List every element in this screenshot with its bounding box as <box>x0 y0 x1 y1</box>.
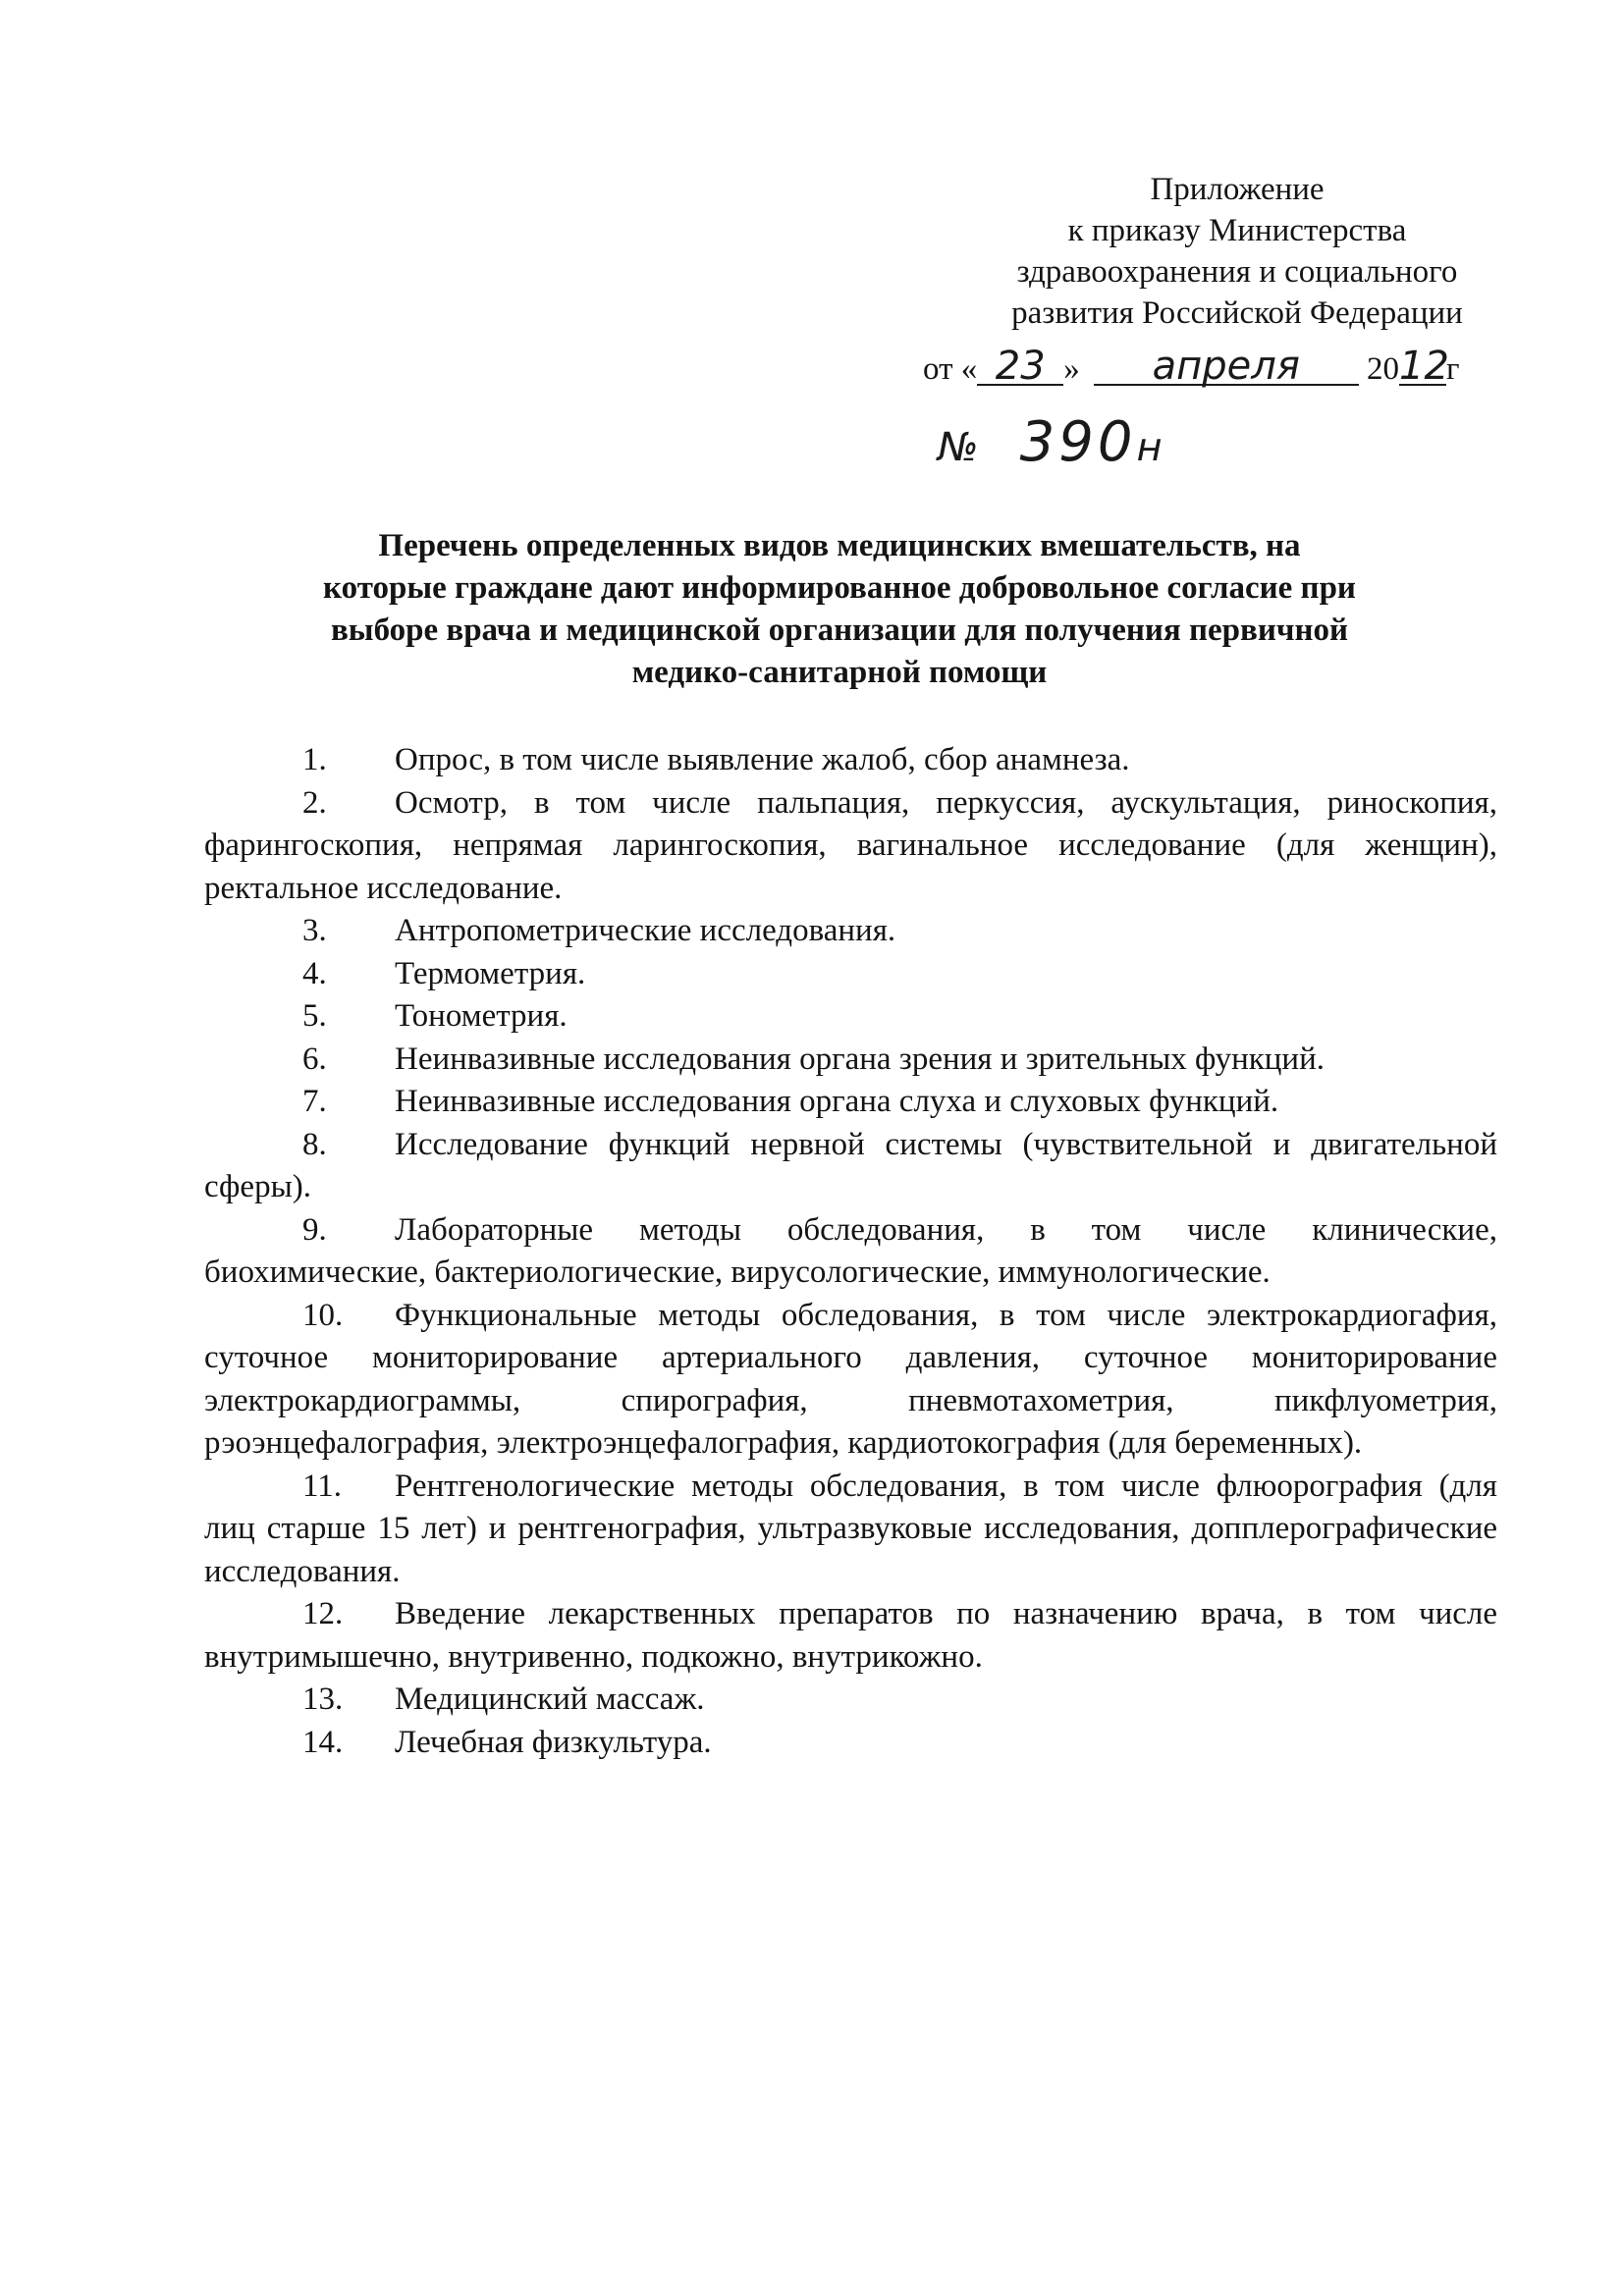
title-line: которые граждане дают информированное добровольное согласие при <box>323 570 1356 606</box>
list-item-text: Медицинский массаж. <box>395 1682 705 1717</box>
list-item-text: Рентгенологические методы обследования, в том числе флюорография (для лиц старше 15 лет) и рентгенография, ультразвуковые исследования, допплерографические исследования. <box>204 1468 1497 1589</box>
list-item-number: 10. <box>302 1297 344 1333</box>
list-item-number: 5. <box>302 998 327 1034</box>
list-item <box>204 739 1497 782</box>
list-item-number: 12. <box>302 1596 344 1631</box>
order-number-suffix: н <box>1136 425 1166 470</box>
list-item-text: Антропометрические исследования. <box>395 913 896 948</box>
list-item <box>204 1209 1497 1295</box>
list-item-number: 6. <box>302 1041 327 1077</box>
header-line: Приложение <box>1150 172 1325 207</box>
order-number-prefix: № <box>938 425 983 470</box>
list-item-number: 7. <box>302 1084 327 1119</box>
date-year-handwritten: 12 <box>1399 344 1449 389</box>
document-title <box>201 525 1478 694</box>
list-item-number: 3. <box>302 913 327 948</box>
list-item <box>204 1124 1497 1209</box>
list-item <box>204 1722 1497 1765</box>
list-item-number: 11. <box>302 1468 343 1504</box>
list-item <box>204 995 1497 1039</box>
list-item-text: Функциональные методы обследования, в том числе электрокардиогафия, суточное мониторирование артериального давления, суточное мониторирование электрокардиограммы, спирография, пневмотахометрия, пикфлуометрия, рэоэнцефалография, электроэнцефалография, кардиотокография (для беременных). <box>204 1297 1497 1461</box>
list-item <box>204 1679 1497 1722</box>
title-line: Перечень определенных видов медицинских вмешательств, на <box>378 528 1301 563</box>
list-item-number: 1. <box>302 742 327 777</box>
order-number-handwritten <box>938 410 1166 474</box>
date-month-handwritten: апреля <box>1094 348 1359 386</box>
list-item-number: 13. <box>302 1682 344 1717</box>
list-item <box>204 1593 1497 1679</box>
list-item-text: Неинвазивные исследования органа слуха и слуховых функций. <box>395 1084 1279 1119</box>
interventions-list <box>204 739 1497 1764</box>
list-item-text: Осмотр, в том числе пальпация, перкуссия, аускультация, риноскопия, фарингоскопия, непрямая ларингоскопия, вагинальное исследование (для женщин), ректальное исследование. <box>204 784 1497 906</box>
date-suffix: г <box>1446 351 1460 387</box>
title-line: медико-санитарной помощи <box>631 655 1048 690</box>
header-line: здравоохранения и социального <box>1016 254 1458 290</box>
list-item-text: Исследование функций нервной системы (чувствительной и двигательной сферы). <box>204 1126 1497 1204</box>
list-item-text: Опрос, в том числе выявление жалоб, сбор анамнеза. <box>395 742 1130 777</box>
list-item <box>204 953 1497 996</box>
list-item-text: Лечебная физкультура. <box>395 1724 712 1760</box>
list-item <box>204 782 1497 911</box>
list-item-text: Введение лекарственных препаратов по назначению врача, в том числе внутримышечно, внутривенно, подкожно, внутрикожно. <box>204 1596 1497 1675</box>
order-date <box>923 344 1551 390</box>
date-mid: » <box>1063 351 1080 387</box>
list-item-text: Неинвазивные исследования органа зрения и зрительных функций. <box>395 1041 1325 1077</box>
list-item-number: 2. <box>302 784 327 821</box>
appendix-header <box>884 169 1591 334</box>
title-line: выборе врача и медицинской организации для получения первичной <box>330 613 1348 648</box>
list-item <box>204 1466 1497 1594</box>
header-line: развития Российской Федерации <box>1011 295 1463 331</box>
date-day-handwritten: 23 <box>977 348 1063 386</box>
list-item-number: 14. <box>302 1724 344 1760</box>
list-item-number: 9. <box>302 1211 327 1248</box>
list-item <box>204 1081 1497 1124</box>
order-number-value: 390 <box>1019 410 1137 474</box>
list-item-text: Лабораторные методы обследования, в том числе клинические, биохимические, бактериологические, вирусологические, иммунологические. <box>204 1211 1497 1290</box>
header-line: к приказу Министерства <box>1067 213 1407 248</box>
date-prefix: от « <box>923 351 978 387</box>
list-item-number: 4. <box>302 955 327 991</box>
list-item-text: Тонометрия. <box>395 998 568 1034</box>
list-item-number: 8. <box>302 1126 327 1162</box>
list-item <box>204 910 1497 953</box>
date-year-prefix: 20 <box>1367 351 1399 387</box>
list-item <box>204 1295 1497 1466</box>
list-item-text: Термометрия. <box>395 955 586 991</box>
list-item <box>204 1039 1497 1082</box>
